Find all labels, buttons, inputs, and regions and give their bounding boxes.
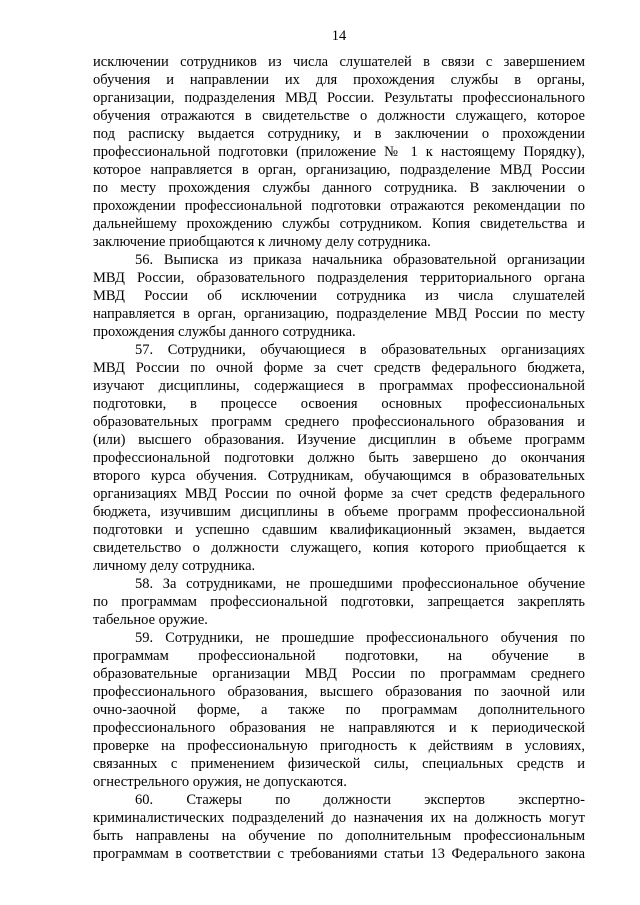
text-line: 58. За сотрудниками, не прошедшими профессиональное обучение	[135, 576, 585, 592]
text-line: профессионального образования, высшего образования по заочной или	[93, 684, 585, 700]
text-line: образовательные организации МВД России по программам среднего	[93, 666, 585, 682]
text-line: обучения и направлении их для прохождения службы в органы,	[93, 72, 585, 88]
paragraph	[93, 341, 585, 575]
text-line: организациях МВД России по очной форме за счет средств федерального	[93, 486, 585, 502]
page-number: 14	[331, 28, 347, 44]
text-line: по программам профессиональной подготовки, запрещается закреплять	[93, 594, 585, 610]
text-line: дальнейшему прохождению службы сотрудником. Копия свидетельства и	[93, 216, 585, 232]
text-line: 59. Сотрудники, не прошедшие профессионального обучения по	[135, 630, 585, 646]
paragraph	[93, 791, 585, 863]
paragraph	[93, 53, 585, 251]
text-line: исключении сотрудников из числа слушателей в связи с завершением	[93, 54, 585, 70]
text-line: 57. Сотрудники, обучающиеся в образовательных организациях	[135, 342, 585, 358]
text-line: быть направлены на обучение по дополнительным профессиональным	[93, 828, 585, 844]
text-line: программам профессиональной подготовки, на обучение в	[93, 648, 585, 664]
text-line: свидетельство о должности служащего, копия которого приобщается к	[93, 540, 585, 556]
text-line: (или) высшего образования. Изучение дисциплин в объеме программ	[93, 432, 585, 448]
text-block	[93, 27, 585, 863]
text-line: организации, подразделения МВД России. Результаты профессионального	[93, 90, 585, 106]
text-line: профессионального образования не направляются и к периодической	[93, 720, 585, 736]
text-line: МВД России об исключении сотрудника из числа слушателей	[93, 288, 585, 304]
text-line: связанных с применением физической силы, специальных средств и	[93, 756, 585, 772]
text-line: обучения отражаются в свидетельстве о должности служащего, которое	[93, 108, 585, 124]
text-line: второго курса обучения. Сотрудникам, обучающимся в образовательных	[93, 468, 585, 484]
text-line: проверке на профессиональную пригодность к действиям в условиях,	[93, 738, 585, 754]
text-line: прохождения службы данного сотрудника.	[93, 324, 356, 340]
text-line: которое направляется в орган, организацию, подразделение МВД России	[93, 162, 585, 178]
text-line: изучают дисциплины, содержащиеся в программах профессиональной	[93, 378, 585, 394]
paragraph	[93, 575, 585, 629]
text-line: образовательных программ среднего профессионального образования и	[93, 414, 585, 430]
text-line: личному делу сотрудника.	[93, 558, 256, 574]
text-line: МВД России по очной форме за счет средств федерального бюджета,	[93, 360, 585, 376]
text-line: прохождении профессиональной подготовки отражаются рекомендации по	[93, 198, 585, 214]
text-line: программам в соответствии с требованиями статьи 13 Федерального закона	[93, 846, 585, 862]
text-line: подготовки, в процессе освоения основных профессиональных	[93, 396, 585, 412]
text-line: табельное оружие.	[93, 612, 208, 628]
text-line: бюджета, изучившим дисциплины в объеме программ профессиональной	[93, 504, 585, 520]
text-line: МВД России, образовательного подразделения территориального органа	[93, 270, 585, 286]
text-line: 56. Выписка из приказа начальника образовательной организации	[135, 252, 585, 268]
text-line: под расписку выдается сотруднику, и в заключении о прохождении	[93, 126, 585, 142]
text-line: профессиональной подготовки должно быть завершено до окончания	[93, 450, 585, 466]
text-line: подготовки и успешно сдавшим квалификационный экзамен, выдается	[93, 522, 585, 538]
paragraph	[93, 629, 585, 791]
text-line: очно-заочной форме, а также по программам дополнительного	[93, 702, 585, 718]
text-line: заключение приобщаются к личному делу сотрудника.	[93, 234, 431, 250]
text-line: 60. Стажеры по должности экспертов экспертно-	[135, 792, 585, 808]
text-line: по месту прохождения службы данного сотрудника. В заключении о	[93, 180, 585, 196]
paragraph	[93, 251, 585, 341]
text-line: направляется в орган, организацию, подразделение МВД России по месту	[93, 306, 585, 322]
text-line: криминалистических подразделений до назначения их на должность могут	[93, 810, 585, 826]
text-line: огнестрельного оружия, не допускаются.	[93, 774, 347, 790]
document-text	[93, 53, 585, 863]
text-line: профессиональной подготовки (приложение № 1 к настоящему Порядку),	[93, 144, 585, 160]
